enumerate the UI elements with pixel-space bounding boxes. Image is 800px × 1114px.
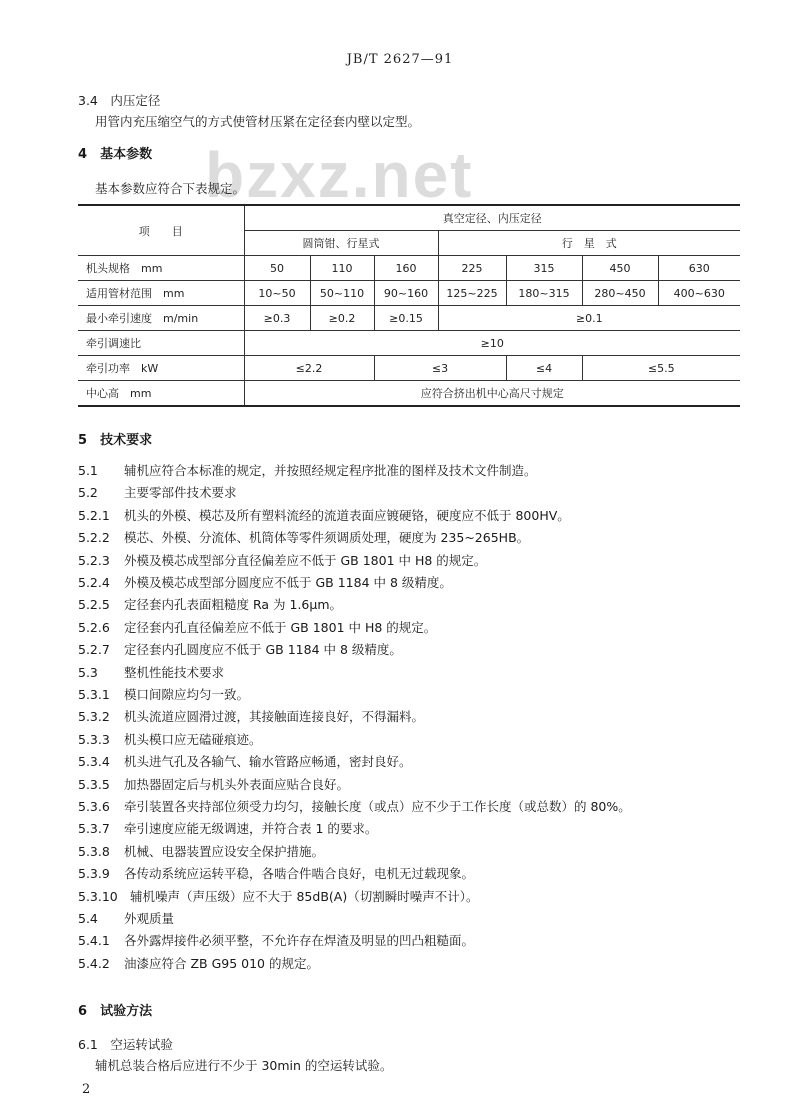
table-cell: 630 bbox=[658, 256, 740, 281]
item-text: 外观质量 bbox=[124, 911, 175, 926]
item-text: 外模及模芯成型部分圆度应不低于 GB 1184 中 8 级精度。 bbox=[124, 575, 452, 590]
section-4-intro: 基本参数应符合下表规定。 bbox=[95, 181, 246, 196]
table-cell: 315 bbox=[506, 256, 582, 281]
item-number: 5.2.2 bbox=[78, 530, 110, 545]
item-text: 机械、电器装置应设安全保护措施。 bbox=[124, 844, 325, 859]
watermark: bzxz.net bbox=[205, 139, 474, 211]
item-text: 定径套内孔直径偏差应不低于 GB 1801 中 H8 的规定。 bbox=[124, 620, 437, 635]
item-header-cell: 项 目 bbox=[78, 205, 244, 256]
item-number: 5.2.1 bbox=[78, 508, 110, 523]
table-cell: ≥0.2 bbox=[310, 306, 374, 331]
item-text: 主要零部件技术要求 bbox=[124, 485, 237, 500]
item-text: 机头进气孔及各输气、输水管路应畅通，密封良好。 bbox=[124, 754, 412, 769]
list-item bbox=[78, 686, 249, 704]
item-number: 5.3.2 bbox=[78, 709, 110, 724]
list-item bbox=[78, 776, 349, 794]
item-text: 辅机噪声（声压级）应不大于 85dB(A)（切割瞬时噪声不计）。 bbox=[130, 889, 479, 904]
item-number: 5.2.7 bbox=[78, 642, 110, 657]
table-cell: 50 bbox=[244, 256, 310, 281]
table-cell: 180~315 bbox=[506, 281, 582, 306]
item-text: 油漆应符合 ZB G95 010 的规定。 bbox=[124, 956, 319, 971]
sub-header-round: 圆筒钳、行星式 bbox=[244, 231, 438, 256]
item-text: 模口间隙应均匀一致。 bbox=[124, 687, 250, 702]
item-number: 5.3.1 bbox=[78, 687, 110, 702]
item-text: 加热器固定后与机头外表面应贴合良好。 bbox=[124, 777, 350, 792]
group-header-cell: 真空定径、内压定径 bbox=[244, 205, 740, 231]
table-cell: 225 bbox=[438, 256, 506, 281]
table-cell: 280~450 bbox=[582, 281, 658, 306]
row-label: 适用管材范围 mm bbox=[78, 281, 244, 306]
list-item bbox=[78, 955, 319, 973]
table-cell: 50~110 bbox=[310, 281, 374, 306]
item-text: 机头模口应无磕碰痕迹。 bbox=[124, 732, 262, 747]
list-item bbox=[78, 574, 452, 592]
row-label: 牵引功率 kW bbox=[78, 356, 244, 381]
table-cell: 90~160 bbox=[374, 281, 438, 306]
item-number: 5.2.4 bbox=[78, 575, 110, 590]
list-item bbox=[78, 619, 436, 637]
section-3-4-heading bbox=[78, 92, 160, 110]
table-cell: 110 bbox=[310, 256, 374, 281]
list-item bbox=[78, 507, 570, 525]
item-number: 5.3 bbox=[78, 665, 98, 680]
list-item bbox=[78, 798, 631, 816]
section-number: 3.4 bbox=[78, 93, 98, 108]
item-text: 外模及模芯成型部分直径偏差应不低于 GB 1801 中 H8 的规定。 bbox=[124, 553, 487, 568]
list-item bbox=[78, 753, 412, 771]
table-cell: 400~630 bbox=[658, 281, 740, 306]
section-number: 6 bbox=[78, 1004, 88, 1019]
list-item bbox=[78, 462, 537, 480]
item-number: 5.4 bbox=[78, 911, 98, 926]
item-number: 5.3.4 bbox=[78, 754, 110, 769]
table-cell: ≥10 bbox=[244, 331, 740, 356]
item-number: 5.3.9 bbox=[78, 866, 110, 881]
row-label: 牵引调速比 bbox=[78, 331, 244, 356]
row-label: 中心高 mm bbox=[78, 381, 244, 407]
list-item bbox=[78, 865, 474, 883]
list-item bbox=[78, 843, 324, 861]
table-cell: ≥0.3 bbox=[244, 306, 310, 331]
table-cell: ≤3 bbox=[374, 356, 506, 381]
item-number: 5.2 bbox=[78, 485, 98, 500]
item-number: 5.2.6 bbox=[78, 620, 110, 635]
list-item bbox=[78, 484, 237, 502]
item-number: 5.3.10 bbox=[78, 889, 118, 904]
table-row bbox=[78, 281, 740, 306]
item-text: 机头流道应圆滑过渡，其接触面连接良好，不得漏料。 bbox=[124, 709, 425, 724]
item-number: 5.1 bbox=[78, 463, 98, 478]
table-cell: 450 bbox=[582, 256, 658, 281]
list-item bbox=[78, 888, 478, 906]
section-5-heading bbox=[78, 432, 152, 450]
section-number: 4 bbox=[78, 147, 88, 162]
section-title: 基本参数 bbox=[100, 147, 153, 162]
table-row bbox=[78, 306, 740, 331]
section-number: 6.1 bbox=[78, 1037, 98, 1052]
item-number: 5.4.2 bbox=[78, 956, 110, 971]
list-item bbox=[78, 820, 377, 838]
table-header-row bbox=[78, 205, 740, 231]
table-cell: ≤5.5 bbox=[582, 356, 740, 381]
section-6-1-heading bbox=[78, 1036, 173, 1054]
item-text: 模芯、外模、分流体、机筒体等零件须调质处理，硬度为 235~265HB。 bbox=[124, 530, 530, 545]
item-number: 5.3.7 bbox=[78, 821, 110, 836]
list-item bbox=[78, 664, 224, 682]
sub-header-track: 行 星 式 bbox=[438, 231, 740, 256]
item-number: 5.3.5 bbox=[78, 777, 110, 792]
table-row bbox=[78, 331, 740, 356]
table-cell: 160 bbox=[374, 256, 438, 281]
section-6-heading bbox=[78, 1003, 152, 1021]
item-text: 各传动系统应运转平稳，各啮合件啮合良好，电机无过载现象。 bbox=[124, 866, 475, 881]
item-number: 5.3.3 bbox=[78, 732, 110, 747]
list-item bbox=[78, 529, 529, 547]
basic-parameters-table bbox=[78, 204, 740, 407]
item-text: 各外露焊接件必须平整，不允许存在焊渣及明显的凹凸粗糙面。 bbox=[124, 933, 475, 948]
table-cell: 应符合挤出机中心高尺寸规定 bbox=[244, 381, 740, 407]
item-number: 5.2.5 bbox=[78, 597, 110, 612]
table-row bbox=[78, 381, 740, 407]
item-number: 5.3.8 bbox=[78, 844, 110, 859]
item-text: 辅机应符合本标准的规定，并按照经规定程序批准的图样及技术文件制造。 bbox=[124, 463, 537, 478]
table-cell: 10~50 bbox=[244, 281, 310, 306]
item-text: 整机性能技术要求 bbox=[124, 665, 225, 680]
item-number: 5.2.3 bbox=[78, 553, 110, 568]
item-text: 定径套内孔圆度应不低于 GB 1184 中 8 级精度。 bbox=[124, 642, 402, 657]
section-title: 内压定径 bbox=[110, 93, 161, 108]
table-cell: ≥0.1 bbox=[438, 306, 740, 331]
list-item bbox=[78, 731, 262, 749]
list-item bbox=[78, 641, 402, 659]
list-item bbox=[78, 708, 424, 726]
item-number: 5.4.1 bbox=[78, 933, 110, 948]
standard-header: JB/T 2627—91 bbox=[346, 52, 454, 67]
list-item bbox=[78, 552, 486, 570]
list-item bbox=[78, 932, 474, 950]
item-number: 5.3.6 bbox=[78, 799, 110, 814]
section-number: 5 bbox=[78, 433, 88, 448]
row-label: 最小牵引速度 m/min bbox=[78, 306, 244, 331]
item-text: 牵引速度应能无级调速，并符合表 1 的要求。 bbox=[124, 821, 378, 836]
item-text: 牵引装置各夹持部位须受力均匀，接触长度（或点）应不少于工作长度（或总数）的 80%。 bbox=[124, 799, 631, 814]
section-title: 空运转试验 bbox=[110, 1037, 173, 1052]
item-text: 机头的外模、模芯及所有塑料流经的流道表面应镀硬铬，硬度应不低于 800HV。 bbox=[124, 508, 570, 523]
item-text: 定径套内孔表面粗糙度 Ra 为 1.6μm。 bbox=[124, 597, 342, 612]
list-item bbox=[78, 596, 342, 614]
list-item bbox=[78, 910, 174, 928]
section-3-4-text: 用管内充压缩空气的方式使管材压紧在定径套内壁以定型。 bbox=[95, 114, 421, 129]
section-4-heading bbox=[78, 146, 152, 164]
page-number: 2 bbox=[82, 1082, 91, 1097]
table-cell: ≤2.2 bbox=[244, 356, 374, 381]
table-cell: 125~225 bbox=[438, 281, 506, 306]
table-cell: ≥0.15 bbox=[374, 306, 438, 331]
section-6-1-text: 辅机总装合格后应进行不少于 30min 的空运转试验。 bbox=[95, 1058, 393, 1073]
table-row bbox=[78, 356, 740, 381]
table-cell: ≤4 bbox=[506, 356, 582, 381]
section-title: 试验方法 bbox=[100, 1004, 153, 1019]
row-label: 机头规格 mm bbox=[78, 256, 244, 281]
table-row bbox=[78, 256, 740, 281]
section-title: 技术要求 bbox=[100, 433, 153, 448]
